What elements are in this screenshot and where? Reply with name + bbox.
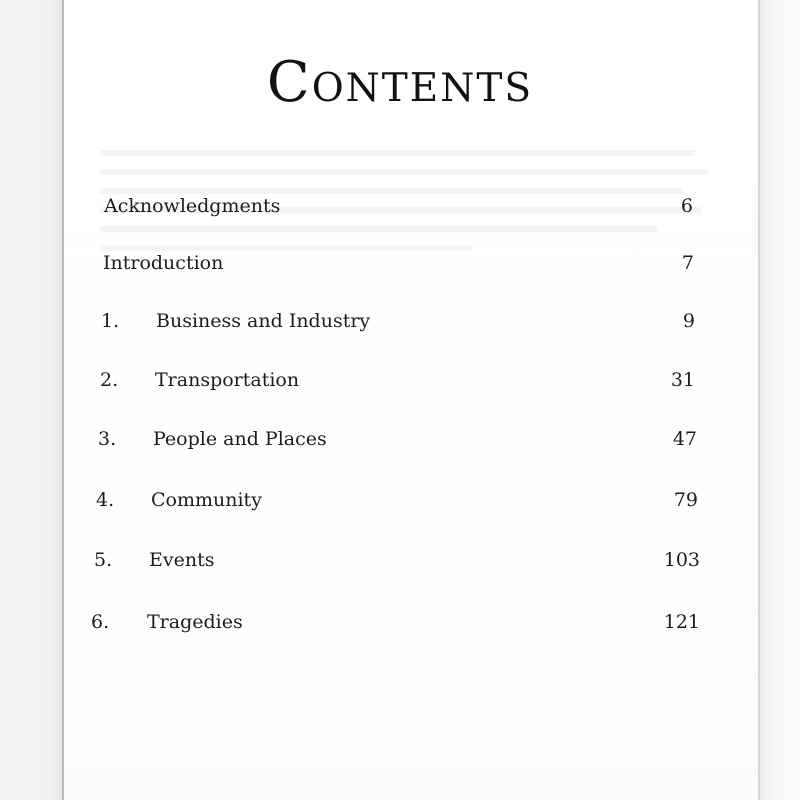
toc-entry-chapter-6 — [0, 607, 800, 637]
toc-entry-number: 5. — [94, 549, 113, 571]
toc-entry-page: 103 — [663, 549, 700, 571]
facing-page-edge — [0, 0, 64, 800]
toc-entry-label: Acknowledgments — [104, 195, 281, 217]
toc-entry-chapter-4 — [0, 485, 800, 515]
toc-entry-chapter-3 — [0, 424, 800, 454]
toc-entry-label: Introduction — [103, 252, 224, 274]
toc-entry-introduction — [0, 248, 800, 278]
toc-entry-page: 79 — [673, 489, 698, 511]
page-title: Contents — [266, 50, 534, 115]
toc-entry-label: People and Places — [153, 428, 327, 450]
toc-entry-page: 7 — [681, 252, 694, 274]
page-edge-shadow — [758, 0, 760, 800]
toc-entry-label: Community — [151, 489, 262, 511]
toc-entry-number: 6. — [91, 611, 110, 633]
toc-entry-page: 121 — [663, 611, 700, 633]
toc-entry-chapter-2 — [0, 365, 800, 395]
toc-entry-number: 1. — [101, 310, 120, 332]
toc-entry-number: 2. — [100, 369, 119, 391]
page — [64, 0, 760, 800]
page-stack-edge — [758, 0, 800, 800]
toc-entry-acknowledgments — [0, 191, 800, 221]
toc-entry-chapter-5 — [0, 545, 800, 575]
toc-entry-label: Business and Industry — [156, 310, 371, 332]
toc-entry-label: Tragedies — [147, 611, 243, 633]
toc-entry-page: 47 — [672, 428, 697, 450]
toc-entry-page: 31 — [670, 369, 695, 391]
toc-entry-label: Events — [149, 549, 215, 571]
toc-entry-label: Transportation — [155, 369, 300, 391]
toc-entry-page: 9 — [682, 310, 695, 332]
toc-entry-number: 4. — [96, 489, 115, 511]
toc-entry-page: 6 — [680, 195, 693, 217]
toc-entry-number: 3. — [98, 428, 117, 450]
toc-entry-chapter-1 — [0, 306, 800, 336]
